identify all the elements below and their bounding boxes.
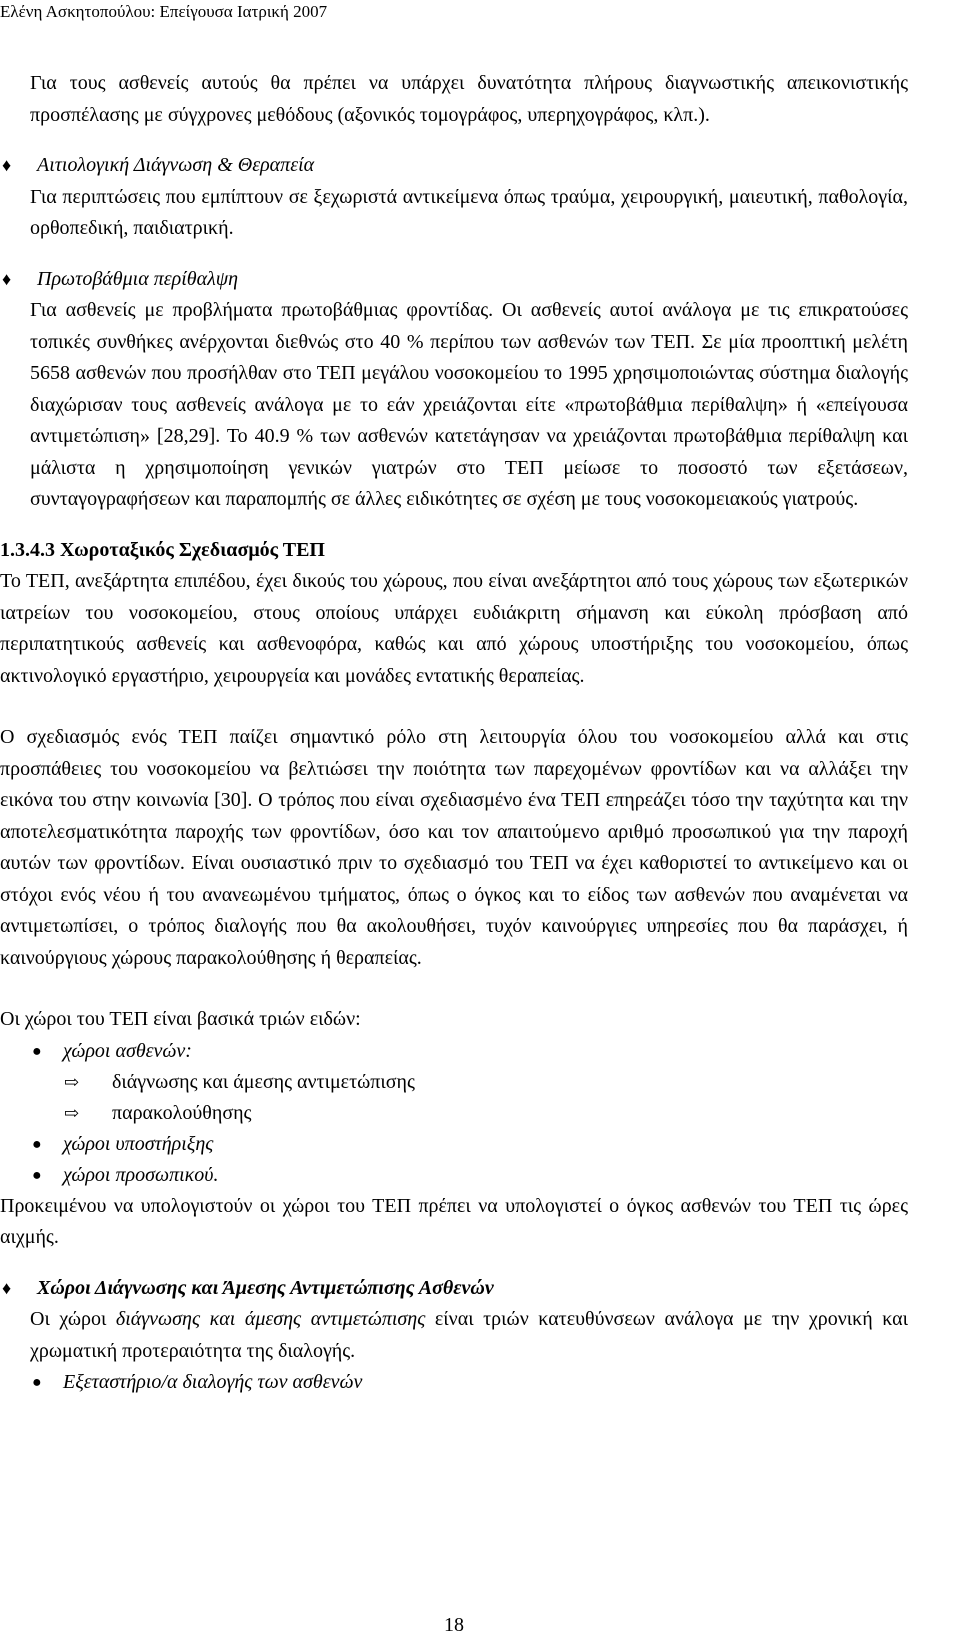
spaces-list (0, 1036, 960, 1191)
list-item: ● Εξεταστήριο/α διαλογής των ασθενών (0, 1367, 960, 1398)
sub-list-item: ⇨ διάγνωσης και άμεσης αντιμετώπισης (0, 1067, 960, 1098)
bullet-text-primary-care: Για ασθενείς με προβλήματα πρωτοβάθμιας φροντίδας. Οι ασθενείς αυτοί ανάλογα με τις επικρατούσες τοπικές συνθήκες ανέρχονται διεθνώς στο 40 % περίπου των ασθενών των ΤΕΠ. Σε μία προοπτική μελέτη 5658 ασθενών που προσήλθαν στο ΤΕΠ μεγάλου νοσοκομείου το 1995 χρησιμοποιώντας σύστημα διαλογής διαχώρισαν τους ασθενείς ανάλογα με το εάν χρειάζονται είτε «πρωτοβάθμια περίθαλψη» ή «επείγουσα αντιμετώπιση» [28,29]. Το 40.9 % των ασθενών κατετάγησαν να χρειάζονται πρωτοβάθμια περίθαλψη και μάλιστα η χρησιμοποίηση γενικών γιατρών στο ΤΕΠ μείωσε το ποσοστό των εξετάσεων, συνταγογραφήσεων και παραπομπής σε άλλες ειδικότητες σε σχέση με τους νοσοκομειακούς γιατρούς. (30, 299, 908, 510)
page-number: 18 (444, 1614, 464, 1636)
hollow-arrow-icon: ⇨ (64, 1071, 80, 1092)
bullet-text-diagnosis: Για περιπτώσεις που εμπίπτουν σε ξεχωριστά αντικείμενα όπως τραύμα, χειρουργική, μαιευτική, παθολογία, ορθοπεδική, παιδιατρική. (30, 185, 908, 239)
hollow-arrow-icon: ⇨ (64, 1102, 80, 1123)
bullet-text-diagnosis-spaces: Οι χώροι διάγνωσης και άμεσης αντιμετώπισης είναι τριών κατευθύνσεων ανάλογα με την χρονική και χρωματική προτεραιότητα της διαλογής. (30, 1308, 909, 1362)
sub-list-item: ⇨ παρακολούθησης (0, 1098, 960, 1129)
exam-rooms-list (0, 1367, 960, 1398)
page-body (0, 68, 960, 1398)
diamond-bullet-icon: ♦ (2, 268, 12, 289)
section-paragraph-1: Το ΤΕΠ, ανεξάρτητα επιπέδου, έχει δικούς του χώρους, που είναι ανεξάρτητοι από τους χώρους των εξωτερικών ιατρείων του νοσοκομείου, στους οποίους υπάρχει ευδιάκριτη σήμανση και εύκολη πρόσβαση από περιπατητικούς ασθενείς και ασθενοφόρα, καθώς και από χώρους υποστήριξης του νοσοκομείου, όπως ακτινολογικό εργαστήριο, χειρουργεία και μονάδες εντατικής θεραπείας. (0, 570, 908, 687)
bullet-dot-icon: ● (32, 1135, 42, 1153)
intro-paragraph: Για τους ασθενείς αυτούς θα πρέπει να υπάρχει δυνατότητα πλήρους διαγνωστικής απεικονιστικής προσπέλασης με σύγχρονες μεθόδους (αξονικός τομογράφος, υπερηχογράφος, κλπ.). (30, 72, 908, 126)
page-header: Ελένη Ασκητοπούλου: Επείγουσα Ιατρική 2007 (0, 2, 328, 21)
bullet-heading-primary-care (0, 264, 960, 296)
bullet-heading-diagnosis-spaces (0, 1273, 960, 1305)
bullet-title: Χώροι Διάγνωσης και Άμεσης Αντιμετώπισης Ασθενών (37, 1276, 494, 1299)
list-item: ● χώροι υποστήριξης (0, 1129, 960, 1160)
section-paragraph-2: Ο σχεδιασμός ενός ΤΕΠ παίζει σημαντικό ρόλο στη λειτουργία όλου του νοσοκομείου αλλά και στις προσπάθειες του νοσοκομείου να βελτιώσει την ποιότητα των παρεχομένων φροντίδων και να αλλάξει την εικόνα του στην κοινωνία [30]. Ο τρόπος που είναι σχεδιασμένο ένα ΤΕΠ επηρεάζει τόσο την ταχύτητα και την αποτελεσματικότητα παροχής των φροντίδων, όσο και τον απαιτούμενο αριθμό προσωπικού για την παροχή αυτών των φροντίδων. Είναι ουσιαστικό πριν το σχεδιασμό του ΤΕΠ να έχει καθοριστεί το αντικείμενο και οι στόχοι ενός νέου ή του ανανεωμένου τμήματος, όπως ο όγκος και το είδος των ασθενών που αναμένεται να αντιμετωπίσει, ο τρόπος διαλογής που θα ακολουθήσει, τυχόν καινούργιες υπηρεσίες που θα παράσχει, ή καινούργιους χώρους παρακολούθησης ή θεραπείας. (0, 726, 908, 969)
bullet-dot-icon: ● (32, 1374, 42, 1391)
section-title: 1.3.4.3 Χωροταξικός Σχεδιασμός ΤΕΠ (0, 538, 325, 561)
diamond-bullet-icon: ♦ (2, 155, 12, 175)
list-item: ● χώροι ασθενών: (0, 1036, 960, 1067)
bullet-title: Πρωτοβάθμια περίθαλψη (37, 267, 239, 290)
bullet-dot-icon: ● (32, 1166, 42, 1184)
section-paragraph-3: Προκειμένου να υπολογιστούν οι χώροι του ΤΕΠ πρέπει να υπολογιστεί ο όγκος ασθενών του ΤΕΠ τις ώρες αιχμής. (0, 1194, 908, 1248)
bullet-title: Αιτιολογική Διάγνωση & Θεραπεία (37, 154, 315, 176)
spaces-intro: Οι χώροι του ΤΕΠ είναι βασικά τριών ειδών: (0, 1008, 361, 1030)
diamond-bullet-icon: ♦ (2, 1277, 12, 1298)
bullet-heading-diagnosis (0, 150, 960, 182)
bullet-dot-icon: ● (32, 1042, 42, 1060)
list-item: ● χώροι προσωπικού. (0, 1160, 960, 1191)
